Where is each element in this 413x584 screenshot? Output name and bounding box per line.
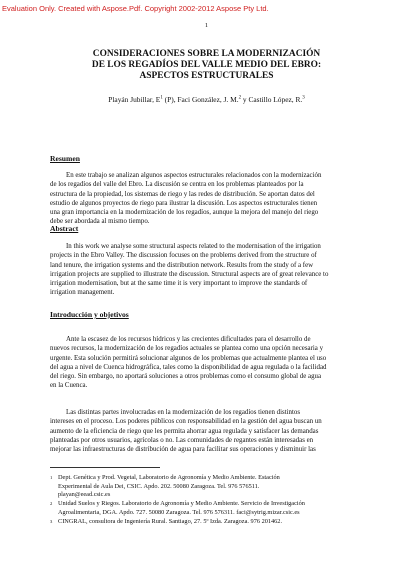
- footnote-number: 2: [50, 501, 53, 507]
- text-line: del agua a nivel de Cuenca hidrográfica, tales como la disponibilidad de agua regulada o la facilidad: [50, 363, 327, 371]
- text-line: mejorar las infraestructuras de distribución de agua para facilitar sus operaciones y disminuir las: [50, 446, 316, 454]
- text-line: En este trabajo se analizan algunos aspectos estructurales relacionados con la modernización: [66, 172, 322, 179]
- footnote-1: [50, 474, 370, 500]
- abstract-heading: Abstract: [50, 224, 79, 233]
- footnote-3: [50, 518, 370, 527]
- text-line: In this work we analyse some structural aspects related to the modernisation of the irrigation: [66, 243, 321, 250]
- text-line: estudio de algunos proyectos de riego para ilustrar la discusión. Los aspectos estructurales tienen: [50, 199, 318, 207]
- footnote-text: Unidad Suelos y Riegos. Laboratorio de Agronomía y Medio Ambiente. Servicio de Investigación: [58, 500, 305, 508]
- text-line: irrigation projects are supplied to illustrate the discussion. Structural aspects are of great relevance to: [50, 270, 329, 278]
- text-line: en la Cuenca.: [50, 382, 88, 390]
- author-2-name: (P), Faci González, J. M.: [162, 95, 239, 104]
- text-line: del riego. Sin embargo, no aportará soluciones a otros problemas como el consumo global de agua: [50, 373, 322, 381]
- author-1-name: Playán Jubillar, E: [108, 95, 161, 104]
- footnote-text: Experimental de Aula Dei, CSIC. Apdo. 202. 50080 Zaragoza. Tel. 976 576511.: [58, 482, 260, 490]
- text-line: estructura de la propiedad, los sistemas de riego y las redes de distribución. Se aportan datos del: [50, 190, 315, 198]
- author-2-affiliation-mark: 2: [238, 95, 242, 101]
- text-line: Ante la escasez de los recursos hídricos y las crecientes dificultades para el desarrollo de: [66, 336, 311, 343]
- author-list: [0, 95, 413, 104]
- footnote-2: [50, 500, 370, 517]
- text-line: nuevos recursos, la modernización de los regadíos actuales se plantea como una opción necesaria y: [50, 345, 324, 353]
- text-line: intereses en el proceso. Los poderes públicos con responsabilidad en la gestión del agua buscan un: [50, 418, 322, 426]
- title-line: DE LOS REGADÍOS DEL VALLE MEDIO DEL EBRO:: [91, 60, 322, 71]
- footnote-separator: [50, 467, 160, 468]
- text-line: irrigation modernisation, but at the same time it is very important to improve the standards of: [50, 280, 308, 288]
- text-line: debe ser abordada al mismo tiempo.: [50, 218, 150, 226]
- footnote-text: Agroalimentaria, DGA. Apdo. 727. 50080 Zaragoza. Tel. 976 576311. faci@sytrig.mizar.csic.es: [58, 508, 300, 516]
- title-line: ASPECTOS ESTRUCTURALES: [139, 71, 274, 82]
- resumen-heading: Resumen: [50, 154, 80, 163]
- text-line: Las distintas partes involucradas en la modernización de los regadíos tienen distintos: [66, 409, 301, 416]
- page-number: 1: [204, 22, 209, 29]
- footnote-text: CINGRAL, consultora de Ingeniería Rural. Santiago, 27. 5º Izda. Zaragoza. 976 201462.: [58, 518, 283, 526]
- title-line: CONSIDERACIONES SOBRE LA MODERNIZACIÓN: [92, 49, 321, 59]
- text-line: planteadas por otros usuarios, agrícolas o no. Las comunidades de regantes están interesadas en: [50, 436, 314, 444]
- text-line: land tenure, the irrigation systems and the distribution network. Results from the study of a few: [50, 261, 314, 269]
- resumen-paragraph: [50, 171, 368, 227]
- text-line: aumento de la eficiencia de riego que les permita ahorrar agua regulada y satisfacer las demandas: [50, 427, 319, 435]
- footnote-email: playan@eead.csic.es: [58, 491, 111, 499]
- text-line: projects in the Ebro Valley. The discussion focuses on the problems derived from the structure of: [50, 252, 317, 260]
- footnotes: [50, 474, 370, 527]
- intro-heading: Introducción y objetivos: [50, 310, 129, 319]
- abstract-paragraph: [50, 242, 368, 298]
- author-1-affiliation-mark: 1: [160, 95, 163, 101]
- footnote-text: Dept. Genética y Prod. Vegetal, Laboratorio de Agronomía y Medio Ambiente. Estación: [58, 474, 280, 481]
- intro-paragraph-1: [50, 335, 368, 391]
- author-3-name: y Castillo López, R.: [241, 95, 303, 104]
- paper-title: [40, 49, 373, 83]
- footnote-number: 3: [50, 519, 53, 525]
- footnote-number: 1: [50, 475, 53, 480]
- author-3-affiliation-mark: 3: [302, 95, 305, 101]
- intro-paragraph-2: [50, 408, 368, 454]
- text-line: urgente. Esta solución permitirá solucionar algunos de los problemas que actualmente plantea el uso: [50, 354, 327, 362]
- text-line: irrigation management.: [50, 289, 115, 297]
- evaluation-watermark: Evaluation Only. Created with Aspose.Pdf. Copyright 2002-2012 Aspose Pty Ltd.: [2, 4, 269, 13]
- text-line: de los regadíos del valle del Ebro. La discusión se centra en los problemas planteados por la: [50, 181, 304, 189]
- text-line: una gran importancia en la modernización de los regadíos, aunque la mejora del manejo del riego: [50, 209, 319, 217]
